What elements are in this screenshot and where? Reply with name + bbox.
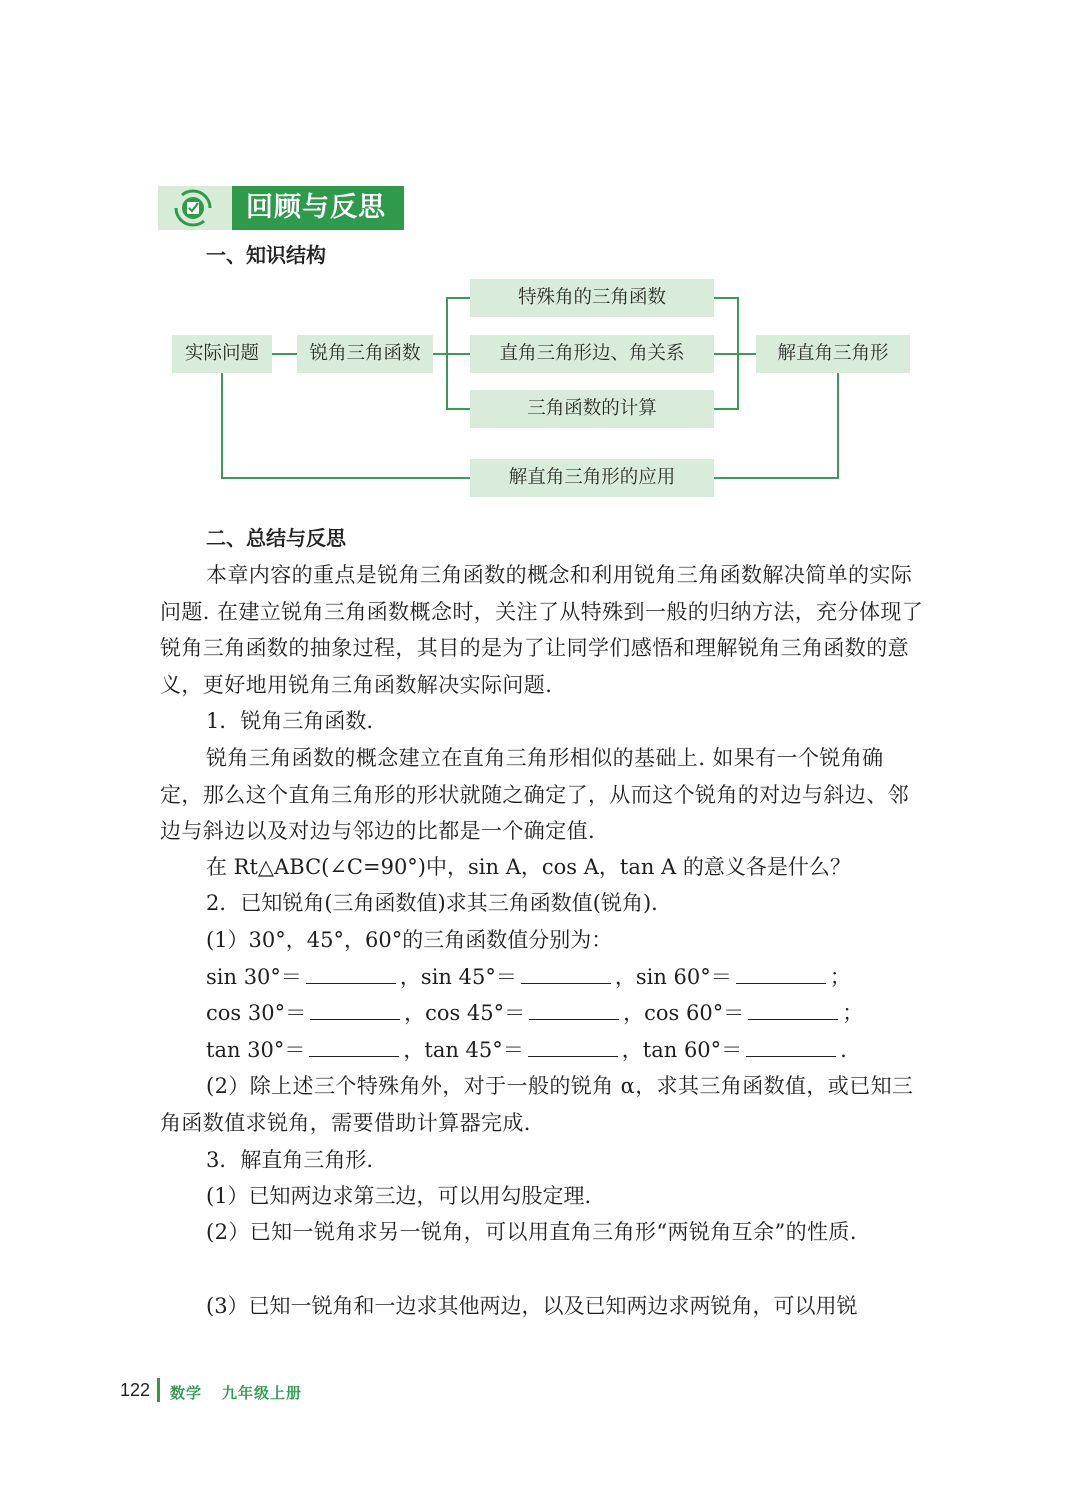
right-bracket-top [714,297,738,299]
tan30-label: tan 30°＝ [206,1038,306,1062]
line-func-to-bracket [433,353,447,355]
item1-question: 在 Rt△ABC(∠C=90°)中，sin A，cos A，tan A 的意义各是什么？ [206,855,851,879]
intro-paragraph: 本章内容的重点是锐角三角函数的概念和利用锐角三角函数解决简单的实际问题. 在建立锐角三角函数概念时，关注了从特殊到一般的归纳方法，充分体现了锐角三角函数的抽象过程，其目的是为了让同学们感悟和理解锐角三角函数的意义，更好地用锐角三角函数解决实际问题. [160,563,924,697]
bracket-top [446,297,470,299]
tan45-label: ，tan 45°＝ [403,1038,524,1062]
sin45-blank[interactable] [521,965,611,984]
tan60-blank[interactable] [746,1038,836,1057]
item2-title: 2．已知锐角(三角函数值)求其三角函数值(锐角). [206,891,658,915]
cos45-blank[interactable] [529,1001,619,1020]
box-trig-calculation: 三角函数的计算 [470,390,714,428]
item2-sub1: (1）30°，45°，60°的三角函数值分别为： [206,928,613,952]
box-application: 解直角三角形的应用 [470,459,714,497]
line-bottom-right [714,477,838,479]
sin60-label: ，sin 60°＝ [614,965,732,989]
sin30-label: sin 30°＝ [206,965,302,989]
box-practical-problem: 实际问题 [172,335,272,373]
line-bracket-to-solve [738,353,756,355]
item2-sub2: (2）除上述三个特殊角外，对于一般的锐角 α，求其三角函数值，或已知三角函数值求锐角，需要借助计算器完成. [160,1074,914,1135]
sin-row-end: ； [829,965,851,989]
item3-sub2: (2）已知一锐角求另一锐角，可以用直角三角形“两锐角互余”的性质. [206,1220,857,1244]
footer-subject: 数学 [170,1384,203,1402]
tan-row-end: . [840,1038,847,1062]
sin45-label: ，sin 45°＝ [399,965,517,989]
page-number: 122 [120,1380,151,1400]
item1-title: 1．锐角三角函数. [206,709,374,733]
footer-grade: 九年级上册 [222,1384,303,1402]
cos-row-end: ； [842,1001,864,1025]
tan60-label: ，tan 60°＝ [621,1038,743,1062]
box-special-angle: 特殊角的三角函数 [470,279,714,317]
section1-heading: 一、知识结构 [206,243,326,267]
line-solve-down [837,372,839,479]
sin-row [206,959,851,996]
box-solve-right-triangle: 解直角三角形 [756,335,910,373]
line-practical-down [221,372,223,478]
cos30-label: cos 30°＝ [206,1001,307,1025]
item3-sub3: (3）已知一锐角和一边求其他两边，以及已知两边求两锐角，可以用锐 [206,1294,858,1318]
line-bottom-left [221,477,470,479]
tan30-blank[interactable] [309,1038,399,1057]
cos60-blank[interactable] [748,1001,838,1020]
tan45-blank[interactable] [528,1038,618,1057]
bracket-bottom [446,408,470,410]
footer-divider [157,1378,160,1402]
item3-sub1: (1）已知两边求第三边，可以用勾股定理. [206,1184,592,1208]
cos-row [206,995,863,1032]
right-bracket-mid [714,353,738,355]
tan-row [206,1032,847,1069]
item1-body: 锐角三角函数的概念建立在直角三角形相似的基础上. 如果有一个锐角确定，那么这个直角三角形的形状就随之确定了，从而这个锐角的对边与斜边、邻边与斜边以及对边与邻边的比都是一个确定值. [160,746,909,843]
line-practical-to-func [272,353,297,355]
banner-icon-box [160,187,226,229]
banner-title: 回顾与反思 [232,186,404,230]
box-side-angle-relation: 直角三角形边、角关系 [470,335,714,373]
box-acute-trig-function: 锐角三角函数 [297,335,433,373]
sin60-blank[interactable] [736,965,826,984]
cos60-label: ，cos 60°＝ [623,1001,745,1025]
sin30-blank[interactable] [306,965,396,984]
bracket-mid [446,353,470,355]
cos45-label: ，cos 45°＝ [404,1001,526,1025]
item3-title: 3．解直角三角形. [206,1148,374,1172]
section2-heading: 二、总结与反思 [206,526,346,550]
cos30-blank[interactable] [310,1001,400,1020]
right-bracket-bottom [714,408,738,410]
review-icon [160,187,226,229]
